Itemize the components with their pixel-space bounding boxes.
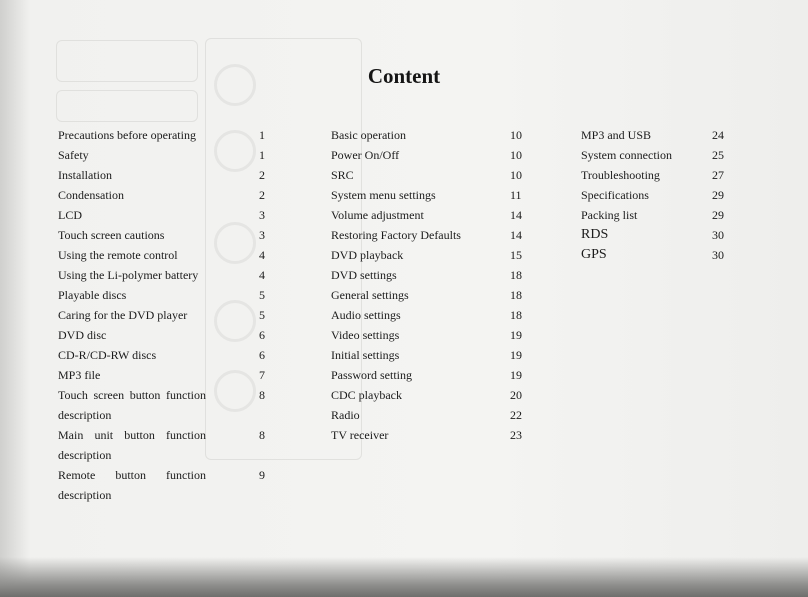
toc-entry-page: 6 xyxy=(259,348,265,362)
toc-entry-page: 5 xyxy=(259,308,265,322)
toc-entry-label: GPS xyxy=(581,247,607,262)
toc-entry-label: Caring for the DVD player xyxy=(58,308,188,322)
toc-entry-page: 19 xyxy=(510,348,522,362)
show-through-box xyxy=(56,90,198,122)
toc-entry[interactable] xyxy=(331,125,531,145)
toc-entry[interactable] xyxy=(581,125,731,145)
toc-entry-continuation xyxy=(58,445,278,465)
toc-entry-label: Radio xyxy=(331,408,360,422)
page-title: Content xyxy=(367,64,441,88)
toc-entry-label: Basic operation xyxy=(331,128,406,142)
toc-column-3 xyxy=(581,125,731,265)
toc-entry[interactable] xyxy=(58,205,278,225)
toc-entry-label: Touch screen button function xyxy=(58,388,206,402)
toc-entry-label: Safety xyxy=(58,148,89,162)
toc-entry-label: Installation xyxy=(58,168,112,182)
toc-entry-page: 27 xyxy=(712,168,724,182)
toc-entry-label: System menu settings xyxy=(331,188,436,202)
toc-entry-label: CDC playback xyxy=(331,388,402,402)
toc-entry-label: Precautions before operating xyxy=(58,128,196,142)
toc-entry-page: 18 xyxy=(510,288,522,302)
toc-entry-page: 18 xyxy=(510,268,522,282)
toc-entry-page: 4 xyxy=(259,248,265,262)
toc-entry-page: 4 xyxy=(259,268,265,282)
toc-entry[interactable] xyxy=(58,245,278,265)
toc-entry-label-line2: description xyxy=(58,488,112,502)
toc-entry-page: 11 xyxy=(510,188,522,202)
toc-entry[interactable] xyxy=(331,325,531,345)
toc-entry[interactable] xyxy=(58,305,278,325)
toc-entry-page: 1 xyxy=(259,128,265,142)
toc-entry-label: DVD settings xyxy=(331,268,397,282)
toc-entry-page: 3 xyxy=(259,208,265,222)
toc-entry-label: DVD playback xyxy=(331,248,404,262)
toc-entry[interactable] xyxy=(58,145,278,165)
toc-entry-page: 10 xyxy=(510,168,522,182)
toc-entry-page: 6 xyxy=(259,328,265,342)
toc-entry-label: Volume adjustment xyxy=(331,208,424,222)
toc-entry-continuation xyxy=(58,485,278,505)
toc-entry[interactable] xyxy=(331,265,531,285)
toc-entry-page: 2 xyxy=(259,168,265,182)
toc-entry-label: Password setting xyxy=(331,368,412,382)
toc-entry[interactable] xyxy=(58,345,278,365)
toc-entry[interactable] xyxy=(331,205,531,225)
toc-entry-label: Audio settings xyxy=(331,308,401,322)
toc-entry-page: 24 xyxy=(712,128,724,142)
toc-entry[interactable] xyxy=(331,425,531,445)
toc-entry-page: 19 xyxy=(510,368,522,382)
toc-entry-page: 5 xyxy=(259,288,265,302)
toc-entry[interactable] xyxy=(58,125,278,145)
toc-entry-label: TV receiver xyxy=(331,428,389,442)
toc-entry-label-line2: description xyxy=(58,448,112,462)
toc-entry[interactable] xyxy=(581,145,731,165)
toc-entry[interactable] xyxy=(331,345,531,365)
toc-entry-page: 14 xyxy=(510,228,522,242)
toc-entry[interactable] xyxy=(331,225,531,245)
toc-entry-continuation xyxy=(58,405,278,425)
toc-entry[interactable] xyxy=(58,385,278,405)
toc-entry[interactable] xyxy=(331,305,531,325)
toc-entry[interactable] xyxy=(58,185,278,205)
toc-entry[interactable] xyxy=(581,205,731,225)
toc-column-1 xyxy=(58,125,278,505)
toc-entry-label: Condensation xyxy=(58,188,124,202)
toc-entry[interactable] xyxy=(58,225,278,245)
toc-entry[interactable] xyxy=(58,265,278,285)
toc-entry-label: Using the remote control xyxy=(58,248,178,262)
toc-entry[interactable] xyxy=(58,285,278,305)
toc-entry[interactable] xyxy=(58,425,278,445)
toc-entry-page: 29 xyxy=(712,188,724,202)
toc-entry-label: Using the Li-polymer battery xyxy=(58,268,199,282)
toc-entry-page: 18 xyxy=(510,308,522,322)
toc-entry[interactable] xyxy=(331,365,531,385)
toc-entry-page: 7 xyxy=(259,368,265,382)
toc-entry-label: Power On/Off xyxy=(331,148,400,162)
toc-entry-page: 29 xyxy=(712,208,724,222)
toc-entry[interactable] xyxy=(331,245,531,265)
toc-entry-label: LCD xyxy=(58,208,82,222)
toc-entry-label: SRC xyxy=(331,168,354,182)
toc-entry-label: Playable discs xyxy=(58,288,127,302)
toc-entry-label: Remote button function xyxy=(58,468,206,482)
toc-entry[interactable] xyxy=(58,325,278,345)
toc-entry-label: Packing list xyxy=(581,208,638,222)
toc-entry[interactable] xyxy=(581,225,731,245)
toc-entry-page: 8 xyxy=(259,428,265,442)
toc-entry-label-line2: description xyxy=(58,408,112,422)
toc-entry-label: General settings xyxy=(331,288,409,302)
toc-entry-label: RDS xyxy=(581,227,609,242)
toc-entry[interactable] xyxy=(331,285,531,305)
toc-entry[interactable] xyxy=(331,185,531,205)
toc-entry-label: MP3 file xyxy=(58,368,101,382)
toc-entry-page: 10 xyxy=(510,128,522,142)
toc-entry-page: 15 xyxy=(510,248,522,262)
toc-entry-page: 1 xyxy=(259,148,265,162)
toc-entry-page: 22 xyxy=(510,408,522,422)
toc-entry-label: Troubleshooting xyxy=(581,168,660,182)
toc-entry[interactable] xyxy=(581,185,731,205)
toc-entry-page: 19 xyxy=(510,328,522,342)
toc-entry-page: 30 xyxy=(712,248,724,262)
toc-entry[interactable] xyxy=(58,465,278,485)
toc-entry[interactable] xyxy=(58,365,278,385)
toc-entry-label: MP3 and USB xyxy=(581,128,652,142)
toc-entry-page: 30 xyxy=(712,228,724,242)
toc-entry-page: 20 xyxy=(510,388,522,402)
toc-entry-page: 2 xyxy=(259,188,265,202)
toc-entry-page: 25 xyxy=(712,148,724,162)
toc-entry-label: Initial settings xyxy=(331,348,400,362)
toc-entry-label: System connection xyxy=(581,148,672,162)
toc-entry[interactable] xyxy=(331,165,531,185)
toc-entry-page: 3 xyxy=(259,228,265,242)
toc-entry-label: Specifications xyxy=(581,188,649,202)
toc-entry-label: Touch screen cautions xyxy=(58,228,165,242)
toc-entry-label: CD-R/CD-RW discs xyxy=(58,348,157,362)
toc-entry[interactable] xyxy=(331,405,531,425)
toc-entry-page: 23 xyxy=(510,428,522,442)
toc-entry[interactable] xyxy=(58,165,278,185)
toc-entry-page: 10 xyxy=(510,148,522,162)
page-bottom-shadow xyxy=(0,557,808,597)
toc-entry[interactable] xyxy=(581,245,731,265)
toc-entry-page: 8 xyxy=(259,388,265,402)
toc-column-2 xyxy=(331,125,531,445)
toc-entry-label: Main unit button function xyxy=(58,428,206,442)
toc-entry[interactable] xyxy=(581,165,731,185)
toc-entry-page: 14 xyxy=(510,208,522,222)
toc-entry-label: Restoring Factory Defaults xyxy=(331,228,461,242)
toc-entry-label: DVD disc xyxy=(58,328,107,342)
toc-entry-label: Video settings xyxy=(331,328,400,342)
toc-entry[interactable] xyxy=(331,385,531,405)
toc-entry-page: 9 xyxy=(259,468,265,482)
toc-entry[interactable] xyxy=(331,145,531,165)
